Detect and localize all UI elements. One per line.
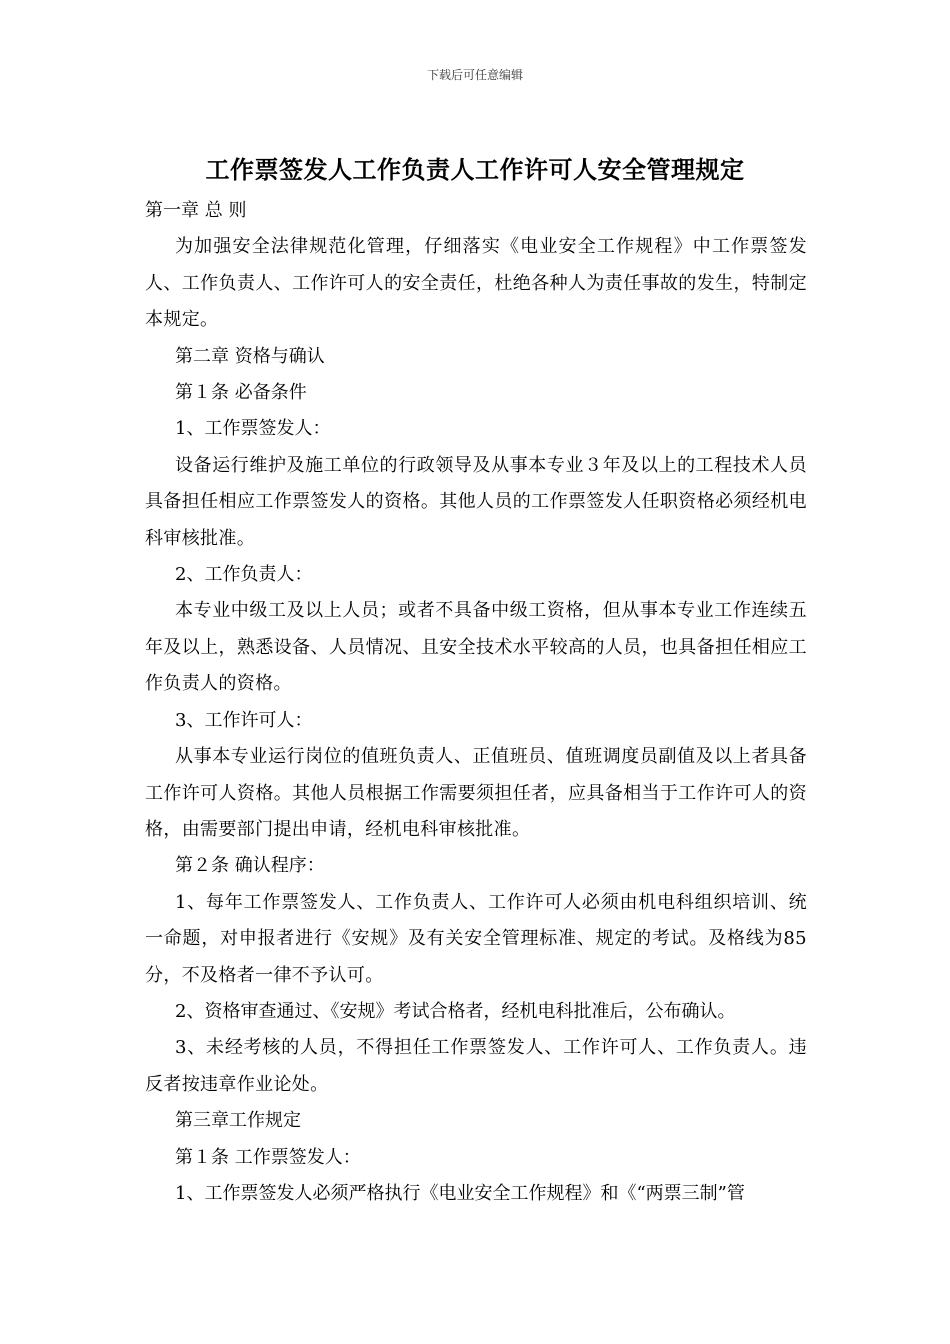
header-note: 下载后可任意编辑 [426,68,523,82]
article-heading: 第１条 工作票签发人： [175,1146,361,1168]
document-body [145,193,807,1212]
paragraph: 设备运行维护及施工单位的行政领导及从事本专业３年及以上的工程技术人员具备担任相应工作票签发人的资格。其他人员的工作票签发人任职资格必须经机电科审核批准。 [145,454,807,549]
article-heading: 第２条 确认程序： [175,855,325,877]
document-title: 工作票签发人工作负责人工作许可人安全管理规定 [205,155,745,184]
item-heading: 1、工作票签发人： [175,418,331,440]
chapter-heading: 第一章 总 则 [145,200,247,221]
chapter-heading: 第三章工作规定 [175,1110,301,1132]
paragraph: 1、工作票签发人必须严格执行《电业安全工作规程》和《“两票三制”管 [175,1182,745,1204]
article-heading: 第１条 必备条件 [175,382,307,404]
item-heading: 3、工作许可人： [175,709,313,731]
paragraph: 为加强安全法律规范化管理，仔细落实《电业安全工作规程》中工作票签发人、工作负责人、工作许可人的安全责任，杜绝各种人为责任事故的发生，特制定本规定。 [145,236,807,331]
paragraph: 1、每年工作票签发人、工作负责人、工作许可人必须由机电科组织培训、统一命题，对申报者进行《安规》及有关安全管理标准、规定的考试。及格线为85分，不及格者一律不予认可。 [145,891,807,986]
paragraph: 3、未经考核的人员，不得担任工作票签发人、工作许可人、工作负责人。违反者按违章作业论处。 [145,1037,807,1095]
paragraph: 从事本专业运行岗位的值班负责人、正值班员、值班调度员副值及以上者具备工作许可人资格。其他人员根据工作需要须担任者，应具备相当于工作许可人的资格，由需要部门提出申请，经机电科审核批准。 [145,746,807,840]
paragraph: 2、资格审查通过、《安规》考试合格者，经机电科批准后，公布确认。 [175,1000,736,1022]
chapter-heading: 第二章 资格与确认 [175,345,325,367]
item-heading: 2、工作负责人： [175,564,313,586]
paragraph: 本专业中级工及以上人员；或者不具备中级工资格，但从事本专业工作连续五年及以上，熟悉设备、人员情况、且安全技术水平较高的人员，也具备担任相应工作负责人的资格。 [145,600,807,695]
